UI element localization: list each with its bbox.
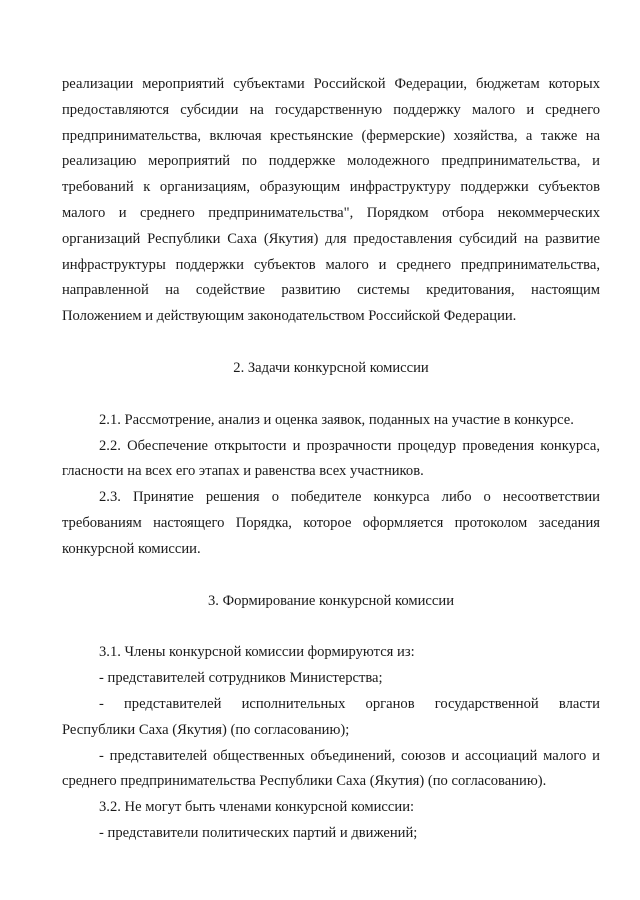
section-3-item-1: 3.1. Члены конкурсной комиссии формируются из: [99,644,415,661]
section-3-item-1-bullet-2-line-1: - представителей исполнительных органов государственной власти [99,695,600,712]
section-3-heading: 3. Формирование конкурсной комиссии [207,592,455,609]
section-3-item-1-bullet-2-continued: Республики Саха (Якутия) (по согласованию); [62,721,350,738]
section-3-item-2: 3.2. Не могут быть членами конкурсной комиссии: [99,799,415,816]
section-3-item-2-bullet-1: - представители политических партий и движений; [99,824,418,841]
document-page [62,72,600,847]
section-2-item-1: 2.1. Рассмотрение, анализ и оценка заявок, поданных на участие в конкурсе. [99,411,574,428]
section-2-heading: 2. Задачи конкурсной комиссии [233,359,429,376]
spacer [62,614,600,640]
section-3-item-1-bullet-2 [62,692,600,718]
spacer [62,382,600,408]
section-3-item-1-bullet-3: - представителей общественных объединений, союзов и ассоциаций малого и среднего предпринимательства Республики Саха (Якутия) (по согласованию). [62,747,600,790]
section-2-item-3: 2.3. Принятие решения о победителе конкурса либо о несоответствии требованиям настоящего Порядка, которое оформляется протоколом заседания конкурсной комиссии. [62,489,600,557]
section-2-item-2: 2.2. Обеспечение открытости и прозрачности процедур проведения конкурса, гласности на всех его этапах и равенства всех участников. [62,437,600,480]
intro-paragraph: реализации мероприятий субъектами Российской Федерации, бюджетам которых предоставляются субсидии на государственную поддержку малого и среднего предпринимательства, включая крестьянские (фермерские) хозяйства, а также на реализацию мероприятий по поддержке молодежного предпринимательства, и требований к организациям, образующим инфраструктуру поддержки субъектов малого и среднего предпринимательства", Порядком отбора некоммерческих организаций Республики Саха (Якутия) для предоставления субсидий на развитие инфраструктуры поддержки субъектов малого и среднего предпринимательства, направленной на содействие развитию системы кредитования, настоящим Положением и действующим законодательством Российской Федерации. [62,76,600,325]
section-3-item-1-bullet-1: - представителей сотрудников Министерства; [99,670,383,687]
spacer [62,563,600,589]
spacer [62,330,600,356]
